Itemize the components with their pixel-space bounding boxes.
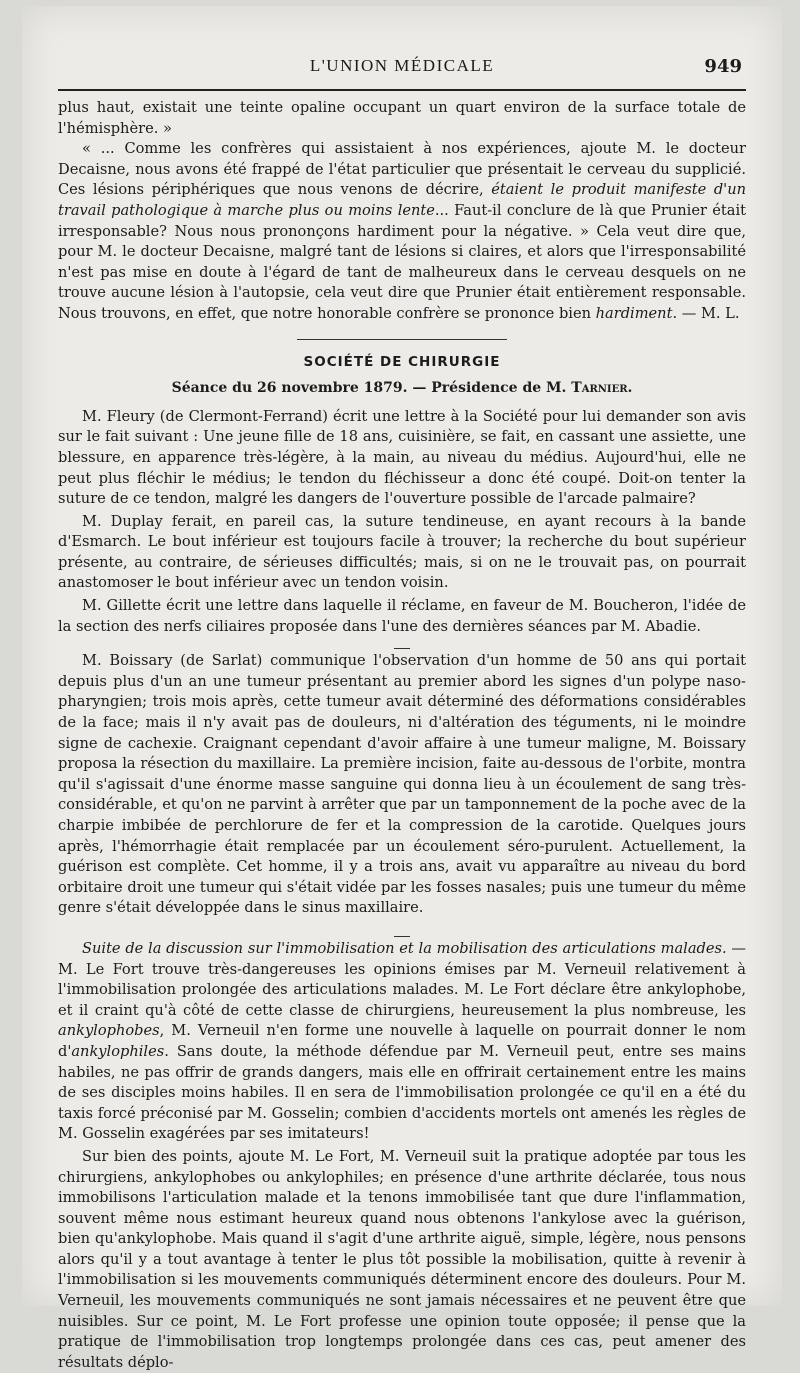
session-suffix: . (627, 380, 633, 397)
italic-heading: Suite de la discussion sur l'immobilisation et la mobilisation des articulations malades. (82, 939, 727, 957)
text-run: , M. Verneuil n'en forme une nouvelle à laquelle on pourrait donner le nom d' (58, 1022, 746, 1060)
header-rule (58, 89, 746, 91)
text-run: — M. Le Fort trouve très-dangereuses les opinions émises par M. Verneuil relativement à l'immobilisation prolongée des articulations malades. M. Le Fort déclare être ankylophobe, et il craint qu'à côté de cette classe de chirurgiens, heureusement la plus nombreuse, les (58, 939, 746, 1019)
journal-page (22, 6, 782, 1371)
page-number: 949 (704, 56, 742, 77)
paragraph-continuation: plus haut, existait une teinte opaline occupant un quart environ de la surface totale de l'hémisphère. » (58, 99, 746, 137)
text-run: ... Faut-il conclure de là que Prunier était irresponsable? Nous nous prononçons hardiment pour la négative. » Cela veut dire que, pour M. le docteur Decaisne, malgré tant de lésions si claires, et alors que l'irresponsabilité n'est pas mise en doute à l'égard de tant de malheureux dans le cerveau desquels on ne trouve aucune lésion à l'autopsie, cela veut dire que Prunier était entièrement responsable. Nous trouvons, en effet, que notre honorable confrère se prononce bien (58, 201, 746, 322)
article-body (58, 98, 746, 1373)
paragraph-le-fort: Sur bien des points, ajoute M. Le Fort, M. Verneuil suit la pratique adoptée par tous les chirurgiens, ankylophobes ou ankylophiles; en présence d'une arthrite déclarée, tous nous immobilisons l'articulation malade et la tenons immobilisée tant que dure l'inflammation, souvent même nous estimant heureux quand nous obtenons l'ankylose avec la guérison, bien qu'ankylophobe. Mais quand il s'agit d'une arthrite aiguë, simple, légère, nous pensons alors qu'il y a tout avantage à tenter le plus tôt possible la mobilisation, quitte à revenir à l'immobilisation si les mouvements communiqués déterminent encore des douleurs. Pour M. Verneuil, les mouvements communiqués ne sont jamais nécessaires et ne peuvent être que nuisibles. Sur ce point, M. Le Fort professe une opinion toute opposée; il pense que la pratique de l'immobilisation trop longtemps prolongée dans ces cas, peut amener des résultats déplo- (58, 1147, 746, 1371)
italic-run: hardiment (595, 304, 673, 322)
paragraph-gillette: M. Gillette écrit une lettre dans laquelle il réclame, en faveur de M. Boucheron, l'idée de la section des nerfs ciliaires proposée dans l'une des dernières séances par M. Abadie. (58, 597, 746, 635)
text-run: . Sans doute, la méthode défendue par M. Verneuil peut, entre ses mains habiles, ne pas offrir de grands dangers, mais elle en offrirait certainement entre les mains de ses disciples moins habiles. Il en sera de l'immobilisation prolongée ce qu'il en a été du taxis forcé préconisé par M. Gosselin; combien d'accidents mortels ont amenés les règles de M. Gosselin exagérées par ses imitateurs! (58, 1042, 746, 1143)
paragraph-suite-discussion (58, 939, 746, 1145)
italic-run: ankylophiles (71, 1042, 165, 1060)
section-title: SOCIÉTÉ DE CHIRURGIE (303, 353, 501, 370)
text-run: « ... Comme les confrères qui assistaient à nos expériences, ajoute M. le docteur Decaisne, nous avons été frappé de l'état particulier que présentait le cerveau du supplicié. Ces lésions périphériques que nous venons de décrire, (58, 140, 746, 199)
dash-separator (58, 639, 746, 651)
section-divider (297, 339, 507, 340)
paragraph-boissary: M. Boissary (de Sarlat) communique l'observation d'un homme de 50 ans qui portait depuis plus d'un an une tumeur présentant au premier abord les signes d'un polype naso-pharyngien; trois mois après, cette tumeur avait déterminé des déformations considérables de la face; mais il n'y avait pas de douleurs, ni d'altération des téguments, ni le moindre signe de cachexie. Craignant cependant d'avoir affaire à une tumeur maligne, M. Boissary proposa la résection du maxillaire. La première incision, faite au-dessous de l'orbite, montra qu'il s'agissait d'une énorme masse sanguine qui donna lieu à un écoulement de sang très-considérable, et qu'on ne parvint à arrêter que par un tamponnement de la poche avec de la charpie imbibée de perchlorure de fer et la compression de la carotide. Quelques jours après, l'hémorrhagie était remplacée par un écoulement séro-purulent. Actuellement, la guérison est complète. Cet homme, il y a trois ans, avait vu apparaître au niveau du bord orbitaire droit une tumeur qui s'était vidée par les fosses nasales; puis une tumeur du même genre s'était développée dans le sinus maxillaire. (58, 652, 746, 917)
paragraph-fleury: M. Fleury (de Clermont-Ferrand) écrit une lettre à la Société pour lui demander son avis sur le fait suivant : Une jeune fille de 18 ans, cuisinière, se fait, en cassant une assiette, une blessure, en apparence très-légère, à la main, au niveau du médius. Aujourd'hui, elle ne peut plus fléchir le médius; le tendon du fléchisseur a donc été coupé. Doit-on tenter la suture de ce tendon, malgré les dangers de l'ouverture possible de l'arcade palmaire? (58, 407, 746, 508)
italic-run: ankylophobes (58, 1022, 160, 1040)
session-prefix: Séance du 26 novembre 1879. — Présidence de M. (171, 380, 572, 397)
text-run: . — M. L. (672, 304, 740, 322)
session-line (58, 378, 746, 399)
italic-run: étaient le produit manifeste d'un travail pathologique à marche plus ou moins lente (58, 181, 746, 219)
paragraph-decaisne-quote (58, 139, 746, 324)
paragraph-duplay: M. Duplay ferait, en pareil cas, la suture tendineuse, en ayant recours à la bande d'Esmarch. Le bout inférieur est toujours facile à trouver; la recherche du bout supérieur présente, au contraire, de sérieuses difficultés; mais, si on ne le trouvait pas, on pourrait anastomoser le bout inférieur avec un tendon voisin. (58, 512, 746, 592)
dash-separator (58, 927, 746, 939)
running-title: L'UNION MÉDICALE (309, 56, 495, 75)
session-president: Tarnier (571, 380, 628, 397)
page-header (62, 56, 742, 86)
